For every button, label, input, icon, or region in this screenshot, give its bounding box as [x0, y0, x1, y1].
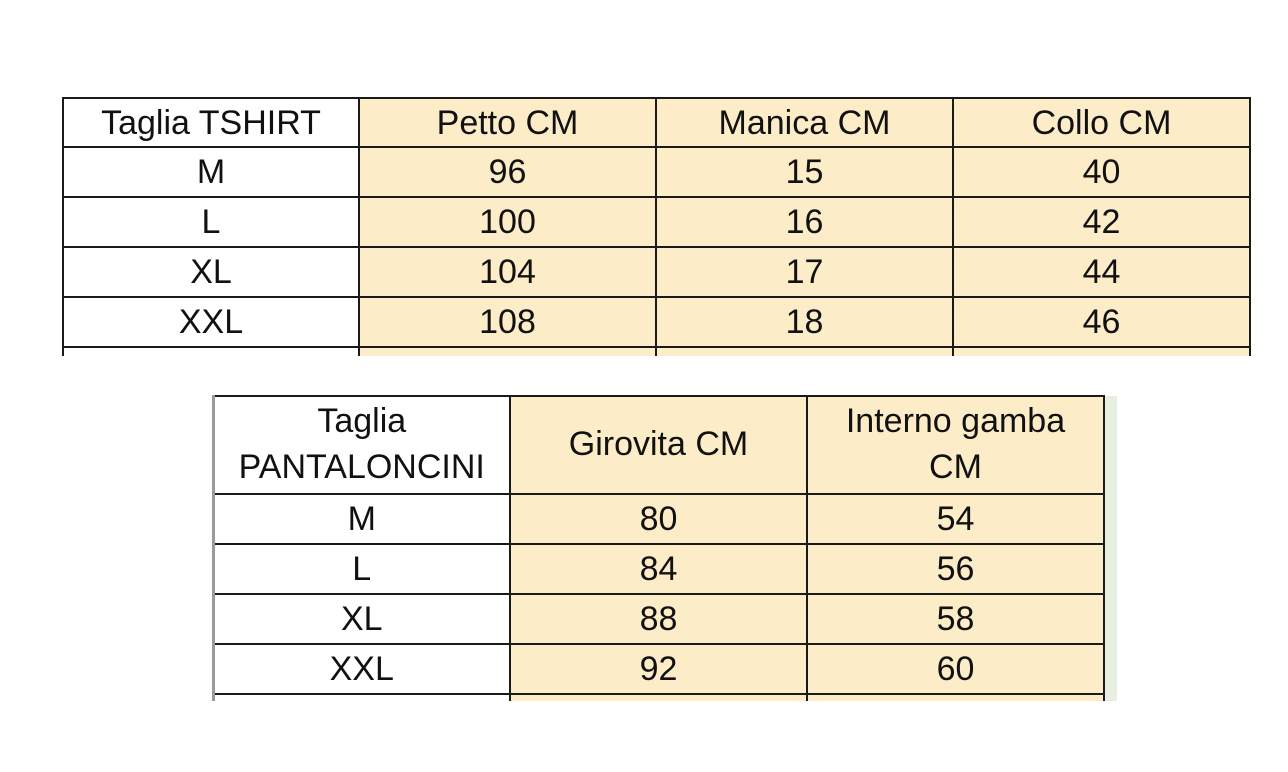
shorts-edge-cell	[1104, 694, 1117, 701]
table-tail-row	[210, 694, 1117, 701]
empty-cell	[63, 347, 359, 356]
shorts-edge-cell	[1104, 396, 1117, 494]
collar-cell: 44	[953, 247, 1250, 297]
table-row	[63, 197, 1258, 247]
tshirt-header-sleeve: Manica CM	[656, 98, 953, 147]
empty-cell	[953, 347, 1250, 356]
shorts-edge-cell	[1104, 594, 1117, 644]
shorts-header-inseam-line2: CM	[929, 448, 982, 486]
sleeve-cell: 17	[656, 247, 953, 297]
size-cell: M	[213, 494, 510, 544]
waist-cell: 84	[510, 544, 807, 594]
tshirt-header-chest: Petto CM	[359, 98, 656, 147]
tshirt-edge-cell	[1250, 297, 1258, 347]
size-cell: M	[63, 147, 359, 197]
empty-cell	[656, 347, 953, 356]
tshirt-edge-cell	[1250, 147, 1258, 197]
table-row	[210, 544, 1117, 594]
tshirt-edge-cell	[1250, 98, 1258, 147]
waist-cell: 92	[510, 644, 807, 694]
waist-cell: 80	[510, 494, 807, 544]
shorts-edge-cell	[1104, 644, 1117, 694]
empty-cell	[510, 694, 807, 701]
inseam-cell: 60	[807, 644, 1104, 694]
table-row	[63, 147, 1258, 197]
shorts-header-inseam-line1: Interno gamba	[845, 402, 1066, 441]
tshirt-edge-cell	[1250, 347, 1258, 356]
table-tail-row	[63, 347, 1258, 356]
empty-cell	[807, 694, 1104, 701]
shorts-edge-cell	[1104, 544, 1117, 594]
tshirt-header-row	[63, 98, 1258, 147]
collar-cell: 46	[953, 297, 1250, 347]
tshirt-header-size: Taglia TSHIRT	[63, 98, 359, 147]
table-row	[210, 594, 1117, 644]
tshirt-size-table	[62, 97, 1258, 356]
chest-cell: 104	[359, 247, 656, 297]
table-row	[63, 297, 1258, 347]
size-cell: L	[213, 544, 510, 594]
inseam-cell: 58	[807, 594, 1104, 644]
empty-cell	[213, 694, 510, 701]
collar-cell: 40	[953, 147, 1250, 197]
shorts-header-row	[210, 396, 1117, 494]
shorts-header-size-line2: PANTALONCINI	[238, 448, 485, 486]
shorts-header-size	[213, 396, 510, 494]
size-cell: XL	[63, 247, 359, 297]
collar-cell: 42	[953, 197, 1250, 247]
shorts-size-table	[210, 395, 1117, 701]
table-row	[210, 494, 1117, 544]
shorts-edge-cell	[1104, 494, 1117, 544]
shorts-header-waist: Girovita CM	[510, 396, 807, 494]
size-cell: XL	[213, 594, 510, 644]
tshirt-edge-cell	[1250, 197, 1258, 247]
shorts-header-inseam	[807, 396, 1104, 494]
chest-cell: 96	[359, 147, 656, 197]
chest-cell: 100	[359, 197, 656, 247]
sleeve-cell: 18	[656, 297, 953, 347]
size-cell: XXL	[213, 644, 510, 694]
waist-cell: 88	[510, 594, 807, 644]
size-cell: XXL	[63, 297, 359, 347]
tshirt-edge-cell	[1250, 247, 1258, 297]
table-row	[63, 247, 1258, 297]
sleeve-cell: 16	[656, 197, 953, 247]
sleeve-cell: 15	[656, 147, 953, 197]
size-cell: L	[63, 197, 359, 247]
inseam-cell: 54	[807, 494, 1104, 544]
inseam-cell: 56	[807, 544, 1104, 594]
table-row	[210, 644, 1117, 694]
shorts-header-size-line1: Taglia	[317, 402, 407, 441]
empty-cell	[359, 347, 656, 356]
tshirt-header-collar: Collo CM	[953, 98, 1250, 147]
chest-cell: 108	[359, 297, 656, 347]
